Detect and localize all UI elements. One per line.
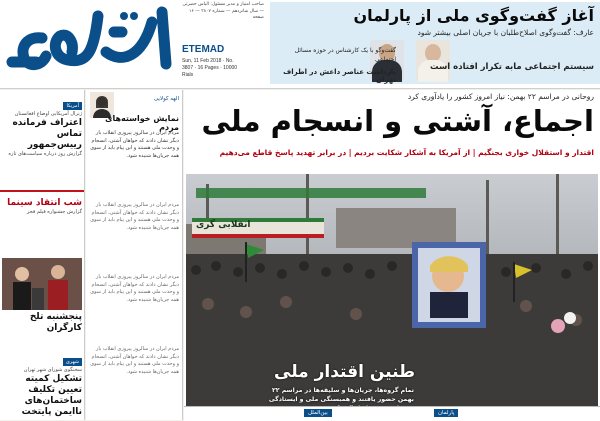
opinion-body: مردم ایران در سالروز پیروزی انقلاب بار دیگر نشان دادند که خواهان آشتی، انسجام و وحدت ملی هستند و این پیام باید از سوی همه جریان‌ها شنیده شود. <box>90 130 179 159</box>
left-headline-2[interactable]: شب انتقاد سینما <box>7 198 82 208</box>
etemad-logo-icon <box>2 2 174 82</box>
footer-tag-international[interactable]: بین‌الملل <box>304 409 332 417</box>
main-deck: اقتدار و استقلال خواری بجنگیم | از آمریکا به آشکار شکایت بردیم | در برابر تهدید پاسخ قاطع می‌دهیم <box>219 148 594 157</box>
left-headline-3[interactable]: پنجشنبه تلخ کارگران <box>29 312 82 333</box>
side-note: گفت‌وگو با یک کارشناس در حوزه مسائل اجتماعی <box>294 47 396 63</box>
masthead-meta-fa: صاحب امتیاز و مدیر مسئول: الیاس حضرتی — سال شانزدهم — شماره ۳۸۰۷ — ۱۶ صفحه <box>182 2 264 20</box>
opinion-headline[interactable]: نمایش خواسته‌های مردم <box>105 114 179 132</box>
section-tag: شهری <box>63 358 82 366</box>
opinion-column <box>86 90 183 420</box>
left-kicker: سخنگوی شورای شهر تهران <box>23 367 82 373</box>
latin-name: ETEMAD <box>182 44 225 55</box>
opinion-body-more-3: مردم ایران در سالروز پیروزی انقلاب بار دیگر نشان دادند که خواهان آشتی، انسجام و وحدت ملی هستند و این پیام باید از سوی همه جریان‌ها شنیده شود. <box>90 346 179 375</box>
footer-tag-parliament[interactable]: پارلمان <box>434 409 458 417</box>
left-block-4 <box>2 348 82 418</box>
masthead <box>0 0 600 89</box>
newspaper-logo <box>0 0 176 84</box>
section-tag: آمریکا <box>63 102 82 110</box>
left-summary-1: گزارش روز درباره سیاست‌های تازه <box>8 151 82 157</box>
left-headline-1[interactable]: اعتراف فرمانده تماس رییس‌جمهور <box>12 118 82 150</box>
left-summary-2: گزارش جشنواره فیلم فجر <box>26 209 82 215</box>
top-story-sub2[interactable]: سیستم اجتماعی مابه تکرار افتاده است <box>429 62 594 72</box>
opinion-body-more-2: مردم ایران در سالروز پیروزی انقلاب بار دیگر نشان دادند که خواهان آشتی، انسجام و وحدت ملی هستند و این پیام باید از سوی همه جریان‌ها شنیده شود. <box>90 274 179 303</box>
main-headline[interactable]: اجماع، آشتی و انسجام ملی <box>201 104 594 138</box>
masthead-meta-en: Sun, 11 Feb 2018 · No. 3807 · 16 Pages · 10000 Rials <box>182 58 238 78</box>
photo-title[interactable]: طنین اقتدار ملی <box>274 362 416 382</box>
rally-photo <box>186 174 598 406</box>
top-story-headline[interactable]: آغاز گفت‌وگوی ملی از پارلمان <box>353 6 594 25</box>
opinion-body-more: مردم ایران در سالروز پیروزی انقلاب بار دیگر نشان دادند که خواهان آشتی، انسجام و وحدت ملی هستند و این پیام باید از سوی همه جریان‌ها شنیده شود. <box>90 202 179 231</box>
left-block-1 <box>2 92 82 158</box>
people-illustration <box>2 258 82 310</box>
left-kicker: ژنرال آمریکایی اوضاع افغانستان <box>14 111 82 117</box>
top-story-sub: عارف: گفت‌وگوی اصلاح‌طلبان با جریان اصلی بیشتر شود <box>417 28 594 37</box>
footer-strip <box>184 406 600 421</box>
main-story <box>184 90 600 420</box>
main-kicker: روحانی در مراسم ۲۲ بهمن: نیاز امروز کشور را یادآوری کرد <box>407 92 594 101</box>
left-column <box>0 90 85 420</box>
top-story-box[interactable] <box>270 2 600 84</box>
cinema-festival-photo <box>2 258 82 310</box>
side-headline[interactable]: بازداشت عناصر داعش در اطراف تهران <box>283 68 396 84</box>
left-block-3 <box>2 312 82 334</box>
photo-banner-text: انقلابی گری <box>196 220 251 230</box>
left-block-2 <box>2 198 82 216</box>
left-headline-4[interactable]: تشکیل کمیته تعیین تکلیف ساختمان‌های ناایمن پایتخت <box>21 374 82 417</box>
portrait-cleric-image <box>416 40 450 80</box>
columnist-name: الهه کولایی <box>153 96 179 102</box>
photo-caption: تمام گروه‌ها، جریان‌ها و سلیقه‌ها در مراسم ۲۲ بهمن حضور یافتند و همبستگی ملی و ایستادگی <box>268 387 414 403</box>
divider <box>0 190 84 192</box>
